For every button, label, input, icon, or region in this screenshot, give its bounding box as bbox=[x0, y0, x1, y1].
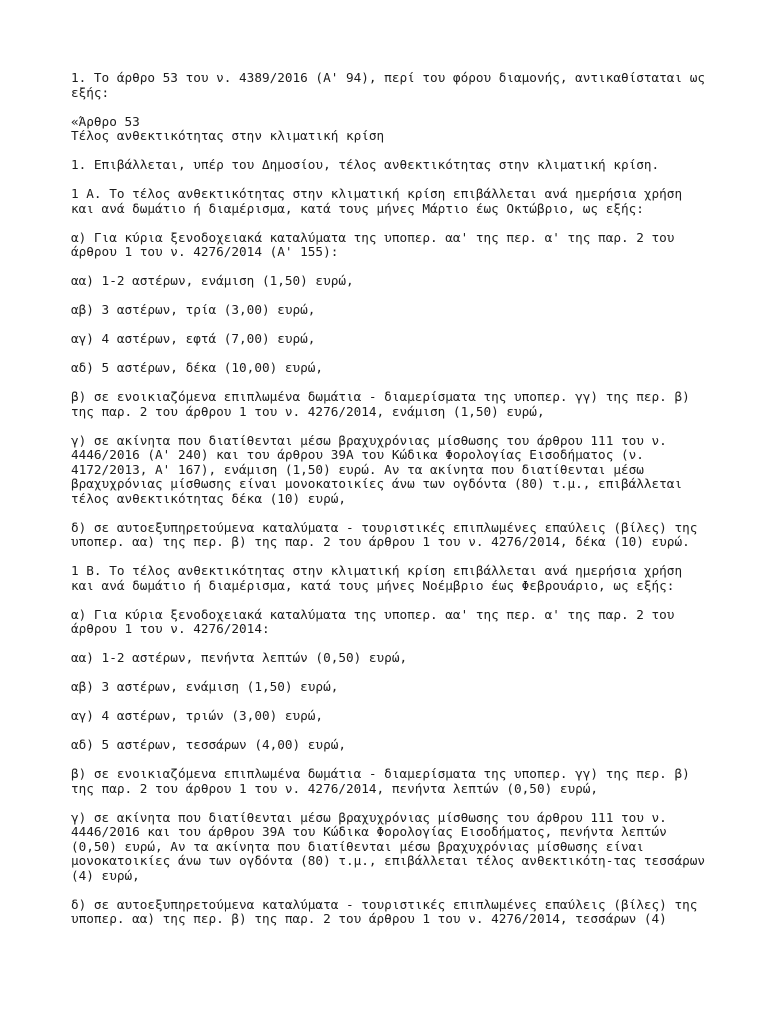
text-line: 1 Α. Το τέλος ανθεκτικότητας στην κλιματική κρίση επιβάλλεται ανά ημερήσια χρήση bbox=[71, 186, 683, 201]
text-line: γ) σε ακίνητα που διατίθενται μέσω βραχυχρόνιας μίσθωσης του άρθρου 111 του ν. bbox=[71, 809, 667, 825]
text-line: 1 Β. Το τέλος ανθεκτικότητας στην κλιματική κρίση επιβάλλεται ανά ημερήσια χρήση bbox=[71, 563, 683, 578]
text-line: 1. Το άρθρο 53 του ν. 4389/2016 (Α' 94), περί του φόρου διαμονής, αντικαθίσταται ως bbox=[71, 70, 705, 85]
document-paragraph bbox=[71, 115, 768, 144]
text-line: (4) ευρώ, bbox=[71, 867, 140, 883]
document-paragraph bbox=[71, 680, 768, 695]
text-line: 1. Επιβάλλεται, υπέρ του Δημοσίου, τέλος ανθεκτικότητας στην κλιματική κρίση. bbox=[71, 157, 660, 172]
text-line: αδ) 5 αστέρων, δέκα (10,00) ευρώ, bbox=[71, 360, 324, 375]
text-line: της παρ. 2 του άρθρου 1 του ν. 4276/2014, πενήντα λεπτών (0,50) ευρώ, bbox=[71, 780, 599, 796]
text-line: και ανά δωμάτιο ή διαμέρισμα, κατά τους μήνες Νοέμβριο έως Φεβρουάριο, ως εξής: bbox=[71, 577, 675, 593]
text-line: άρθρου 1 του ν. 4276/2014 (Α' 155): bbox=[71, 244, 339, 259]
text-line: αβ) 3 αστέρων, τρία (3,00) ευρώ, bbox=[71, 302, 316, 317]
text-line: αγ) 4 αστέρων, τριών (3,00) ευρώ, bbox=[71, 708, 324, 723]
document-paragraph bbox=[71, 608, 768, 637]
text-line: άρθρου 1 του ν. 4276/2014: bbox=[71, 621, 270, 636]
document-paragraph bbox=[71, 274, 768, 289]
text-line: αγ) 4 αστέρων, εφτά (7,00) ευρώ, bbox=[71, 331, 316, 346]
document-paragraph bbox=[71, 434, 768, 507]
document-paragraph bbox=[71, 390, 768, 419]
document-paragraph bbox=[71, 71, 768, 100]
document-paragraph bbox=[71, 303, 768, 318]
document-paragraph bbox=[71, 738, 768, 753]
document-paragraph bbox=[71, 521, 768, 550]
document-paragraph bbox=[71, 231, 768, 260]
text-line: δ) σε αυτοεξυπηρετούμενα καταλύματα - τουριστικές επιπλωμένες επαύλεις (βίλες) της bbox=[71, 896, 698, 912]
text-line: και ανά δωμάτιο ή διαμέρισμα, κατά τους μήνες Μάρτιο έως Οκτώβριο, ως εξής: bbox=[71, 200, 644, 216]
text-line: βραχυχρόνιας μίσθωσης είναι μονοκατοικίες άνω των ογδόντα (80) τ.μ., επιβάλλεται bbox=[71, 476, 683, 491]
document-paragraph bbox=[71, 361, 768, 376]
text-line: αα) 1-2 αστέρων, πενήντα λεπτών (0,50) ευρώ, bbox=[71, 650, 408, 665]
text-line: μονοκατοικίες άνω των ογδόντα (80) τ.μ., επιβάλλεται τέλος ανθεκτικότη-τας τεσσάρων bbox=[71, 853, 705, 868]
text-line: αβ) 3 αστέρων, ενάμιση (1,50) ευρώ, bbox=[71, 679, 339, 694]
document-paragraph bbox=[71, 767, 768, 796]
document-paragraph bbox=[71, 709, 768, 724]
text-line: 4172/2013, Α' 167), ενάμιση (1,50) ευρώ. Αν τα ακίνητα που διατίθενται μέσω bbox=[71, 461, 644, 477]
document-paragraph bbox=[71, 332, 768, 347]
document-paragraph bbox=[71, 158, 768, 173]
document-paragraph bbox=[71, 564, 768, 593]
text-line: τέλος ανθεκτικότητας δέκα (10) ευρώ, bbox=[71, 490, 346, 506]
text-line: αδ) 5 αστέρων, τεσσάρων (4,00) ευρώ, bbox=[71, 737, 346, 752]
text-line: 4446/2016 και του άρθρου 39Α του Κώδικα Φορολογίας Εισοδήματος, πενήντα λεπτών bbox=[71, 824, 667, 839]
document-paragraph bbox=[71, 898, 768, 927]
document-paragraph bbox=[71, 651, 768, 666]
text-line: υποπερ. αα) της περ. β) της παρ. 2 του άρθρου 1 του ν. 4276/2014, δέκα (10) ευρώ. bbox=[71, 534, 690, 549]
document-paragraph bbox=[71, 811, 768, 884]
text-line: υποπερ. αα) της περ. β) της παρ. 2 του άρθρου 1 του ν. 4276/2014, τεσσάρων (4) bbox=[71, 911, 667, 926]
text-line: β) σε ενοικιαζόμενα επιπλωμένα δωμάτια - διαμερίσματα της υποπερ. γγ) της περ. β) bbox=[71, 766, 690, 781]
text-line: εξής: bbox=[71, 84, 110, 100]
text-line: α) Για κύρια ξενοδοχειακά καταλύματα της υποπερ. αα' της περ. α' της παρ. 2 του bbox=[71, 229, 675, 245]
text-line: 4446/2016 (Α' 240) και του άρθρου 39Α του Κώδικα Φορολογίας Εισοδήματος (ν. bbox=[71, 447, 644, 462]
text-line: α) Για κύρια ξενοδοχειακά καταλύματα της υποπερ. αα' της περ. α' της παρ. 2 του bbox=[71, 606, 675, 622]
text-line: «Άρθρο 53 bbox=[71, 113, 140, 129]
text-line: αα) 1-2 αστέρων, ενάμιση (1,50) ευρώ, bbox=[71, 273, 354, 288]
text-line: δ) σε αυτοεξυπηρετούμενα καταλύματα - τουριστικές επιπλωμένες επαύλεις (βίλες) της bbox=[71, 519, 698, 535]
document-paragraph bbox=[71, 187, 768, 216]
text-line: της παρ. 2 του άρθρου 1 του ν. 4276/2014, ενάμιση (1,50) ευρώ, bbox=[71, 403, 545, 419]
text-line: γ) σε ακίνητα που διατίθενται μέσω βραχυχρόνιας μίσθωσης του άρθρου 111 του ν. bbox=[71, 432, 667, 448]
text-line: (0,50) ευρώ, Αν τα ακίνητα που διατίθενται μέσω βραχυχρόνιας μίσθωσης είναι bbox=[71, 838, 644, 854]
text-line: β) σε ενοικιαζόμενα επιπλωμένα δωμάτια - διαμερίσματα της υποπερ. γγ) της περ. β) bbox=[71, 389, 690, 404]
text-line: Τέλος ανθεκτικότητας στην κλιματική κρίση bbox=[71, 128, 385, 143]
